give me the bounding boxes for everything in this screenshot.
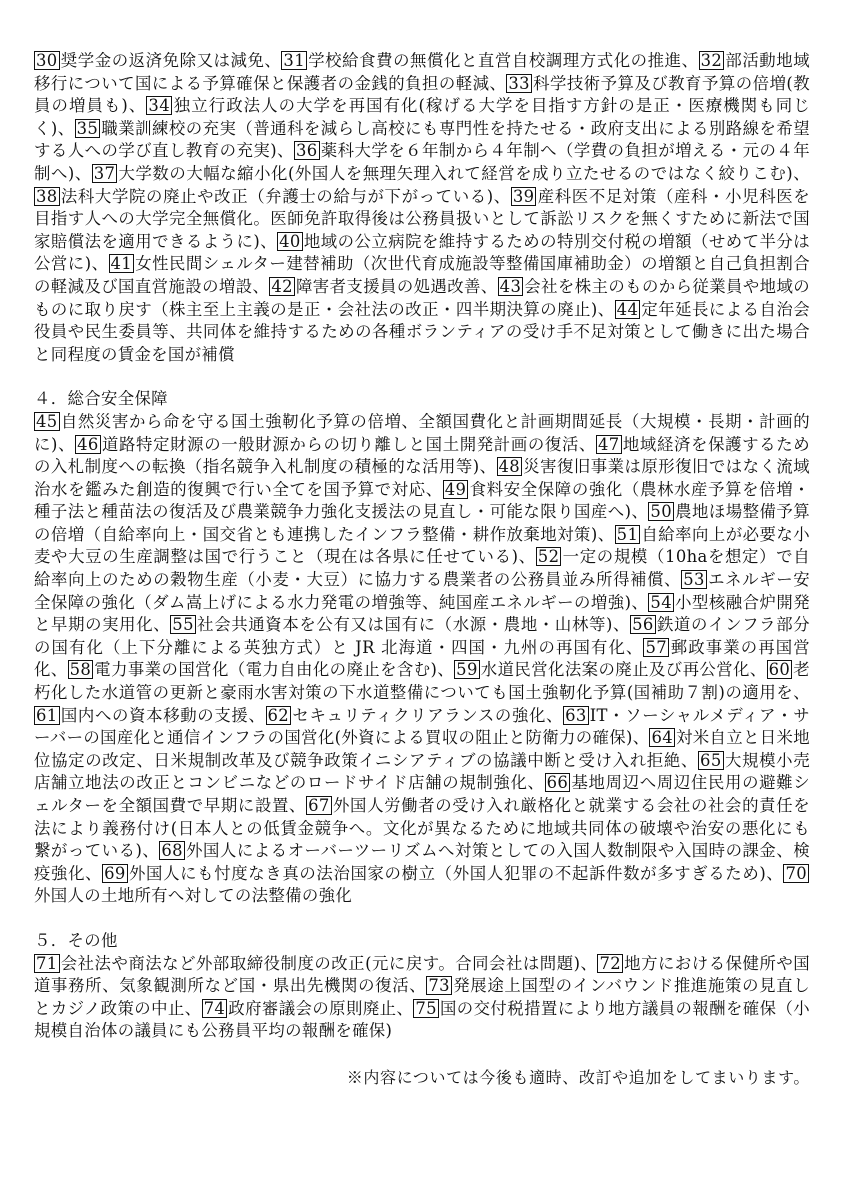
item-number-box: 61 <box>36 705 58 725</box>
item-number-box: 46 <box>77 434 99 454</box>
item-text: 小型核融合炉開発と早期の実用化、 <box>34 592 810 635</box>
item-text: エネルギー安全保障の強化（ダム嵩上げによる水力発電の増強等、純国産エネルギーの増強)、 <box>34 570 810 612</box>
item-text: 基地周辺へ周辺住民用の避難シェルターを全額国費で早期に設置、 <box>34 773 810 815</box>
item-text: 鉄道のインフラ部分の国有化（上下分離による英独方式）と JR 北海道・四国・九州の再国有化、 <box>34 615 810 657</box>
item-text: 職業訓練校の充実（普通科を減らし高校にも専門性を持たせる・政府支出による別路線を希望する人への学び直し教育の充実)、 <box>34 118 810 161</box>
item-number-box: 62 <box>267 705 290 725</box>
item-text: 水道民営化法案の廃止及び再公営化、 <box>480 660 767 680</box>
item-text: 外国人によるオーバーツーリズムへ対策としての入国人数制限や入国時の課金、検疫強化、 <box>34 841 810 883</box>
item-number-box: 65 <box>700 750 722 770</box>
item-text: 学校給食費の無償化と直営自校調理方式化の推進、 <box>307 51 699 70</box>
item-text: 部活動地域移行について国による予算確保と保護者の金銭的負担の軽減、 <box>34 51 810 93</box>
item-number-box: 73 <box>428 976 450 996</box>
item-text: 電力事業の国営化（電力自由化の廃止を含む)、 <box>94 660 455 680</box>
item-number-box: 37 <box>93 163 116 183</box>
item-number-box: 58 <box>69 660 92 680</box>
item-number-box: 52 <box>537 547 560 567</box>
item-number-box: 31 <box>283 51 305 70</box>
item-number-box: 74 <box>203 998 226 1018</box>
item-text: 食料安全保障の強化（農林水産予算を倍増・種子法と種苗法の復活及び農業競争力強化支援法の見直し・可能な限り国産へ)、 <box>34 479 810 522</box>
item-number-box: 75 <box>415 998 437 1018</box>
item-number-box: 32 <box>700 51 723 70</box>
item-text: 国内への資本移動の支援、 <box>60 705 266 725</box>
item-number-box: 48 <box>498 457 521 477</box>
section-4-paragraph <box>34 411 810 908</box>
item-text: 奨学金の返済免除又は減免、 <box>60 51 282 70</box>
item-text: 自給率向上が必要な小麦や大豆の生産調整は国で行うこと（現在は各県に任せている)、 <box>34 524 810 567</box>
item-text: 国の交付税措置により地方議員の報酬を確保（小規模自治体の議員にも公務員平均の報酬を確保) <box>34 998 811 1041</box>
item-number-box: 49 <box>444 479 467 499</box>
item-number-box: 51 <box>616 524 639 544</box>
item-number-box: 40 <box>279 231 301 251</box>
item-number-box: 70 <box>785 863 807 883</box>
item-number-box: 69 <box>104 863 126 883</box>
item-text: 大規模小売店舗立地法の改正とコンビニなどのロードサイド店舗の規制強化、 <box>34 750 810 793</box>
section-5-heading: ５．その他 <box>34 930 118 950</box>
item-text: 薬科大学を６年制から４年制へ（学費の負担が増える・元の４年制へ)、 <box>34 141 810 183</box>
item-number-box: 45 <box>36 411 58 431</box>
item-number-box: 54 <box>650 592 672 612</box>
item-number-box: 72 <box>599 953 621 973</box>
section-4-heading: ４．総合安全保障 <box>34 389 168 409</box>
item-text: 地方における保健所や国道事務所、気象観測所など国・県出先機関の復活、 <box>34 953 810 996</box>
item-text: 地域の公立病院を維持するための特別交付税の増額（せめて半分は公営に)、 <box>34 231 810 274</box>
item-number-box: 64 <box>651 728 674 748</box>
item-number-box: 47 <box>598 434 620 454</box>
item-number-box: 33 <box>508 73 530 93</box>
item-text: 会社を株主のものから従業員や地域のものに取り戻す（株主至上主義の是正・会社法の改正・四半期決算の廃止)、 <box>34 276 810 319</box>
item-number-box: 42 <box>271 276 293 296</box>
item-text: 自然災害から命を守る国土強靭化予算の倍増、全額国費化と計画期間延長（大規模・長期・計画的に)、 <box>34 411 810 454</box>
item-text: 発展途上国型のインバウンド推進施策の見直しとカジノ政策の中止、 <box>34 976 810 1018</box>
item-text: セキュリティクリアランスの強化、 <box>292 705 564 725</box>
item-number-box: 71 <box>36 953 58 973</box>
item-text: 地域経済を保護するための入札制度への転換（指名競争入札制度の積極的な活用等)、 <box>34 434 810 477</box>
item-number-box: 41 <box>110 254 133 274</box>
item-number-box: 53 <box>683 570 705 590</box>
item-text: 一定の規模（10haを想定）で自給率向上のための穀物生産（小麦・大豆）に協力する農業者の公務員並み所得補償、 <box>34 547 810 590</box>
section-5-paragraph <box>34 953 810 1043</box>
item-text: 独立行政法人の大学を再国有化(稼げる大学を目指す方針の是正・医療機関も同じく)、 <box>34 96 810 138</box>
item-text: 障害者支援員の処遇改善、 <box>295 276 498 296</box>
item-number-box: 63 <box>565 705 587 725</box>
item-text: 災害復旧事業は原形復旧ではなく流域治水を鑑みた創造的復興で行い全てを国予算で対応、 <box>34 457 810 499</box>
item-number-box: 38 <box>36 186 58 206</box>
item-text: 法科大学院の廃止や改正（弁護士の給与が下がっている)、 <box>60 186 511 206</box>
item-text: 定年延長による自治会役員や民生委員等、共同体を維持するための各種ボランティアの受け手不足対策として働きに出た場合と同程度の賃金を国が補償 <box>34 299 810 364</box>
item-number-box: 59 <box>456 660 478 680</box>
item-number-box: 30 <box>36 51 58 70</box>
item-text: 道路特定財源の一般財源からの切り離しと国土開発計画の復活、 <box>101 434 597 454</box>
item-text: 郵政事業の再国営化、 <box>34 637 810 680</box>
item-text: IT・ソーシャルメディア・サーバーの国産化と通信インフラの国営化(外資による買収の阻止と防衛力の確保)、 <box>34 705 810 748</box>
section-3-continued-paragraph <box>34 50 810 366</box>
item-text: 政府審議会の原則廃止、 <box>228 998 414 1018</box>
item-number-box: 68 <box>161 841 183 861</box>
item-text: 科学技術予算及び教育予算の倍増(教員の増員も)、 <box>34 73 810 116</box>
item-number-box: 35 <box>76 118 99 138</box>
item-number-box: 34 <box>148 96 170 116</box>
item-number-box: 57 <box>645 637 668 657</box>
item-text: 産科医不足対策（産科・小児科医を目指す人への大学完全無償化。医師免許取得後は公務員扱いとして訴訟リスクを無くすために新法で国家賠償法を適用できるように)、 <box>34 186 811 251</box>
document-page <box>34 50 811 1087</box>
item-number-box: 66 <box>546 773 569 793</box>
item-number-box: 39 <box>512 186 535 206</box>
item-text: 外国人の土地所有へ対しての法整備の強化 <box>34 886 353 906</box>
item-number-box: 60 <box>768 660 791 680</box>
item-text: 外国人労働者の受け入れ厳格化と就業する会社の社会的責任を法により義務付け(日本人との低賃金競争へ。文化が異なるために地域共同体の破壊や治安の悪化にも繋がっている)、 <box>34 796 810 861</box>
item-number-box: 55 <box>172 615 194 635</box>
item-text: 対米自立と日米地位協定の改定、日米規制改革及び競争政策イニシアティブの協議中断と受け入れ拒絶、 <box>34 728 810 770</box>
revision-note: ※内容については今後も適時、改訂や追加をしてまいります。 <box>346 1067 810 1087</box>
item-text: 大学数の大幅な縮小化(外国人を無理矢理入れて経営を成り立たせるのではなく絞りこむ)、 <box>118 163 810 183</box>
item-text: 老朽化した水道管の更新と豪雨水害対策の下水道整備についても国土強靭化予算(国補助７割)の適用を、 <box>34 660 811 703</box>
item-number-box: 36 <box>296 141 318 161</box>
item-number-box: 50 <box>650 502 672 522</box>
item-number-box: 56 <box>632 615 654 635</box>
item-text: 会社法や商法など外部取締役制度の改正(元に戻す。合同会社は問題)、 <box>60 953 598 973</box>
item-text: 農地ほ場整備予算の倍増（自給率向上・国交省とも連携したインフラ整備・耕作放棄地対策)、 <box>34 502 810 544</box>
item-text: 社会共通資本を公有又は国有に（水源・農地・山林等)、 <box>196 615 631 635</box>
item-text: 外国人にも忖度なき真の法治国家の樹立（外国人犯罪の不起訴件数が多すぎるため)、 <box>128 863 784 883</box>
item-number-box: 43 <box>499 276 522 296</box>
item-text: 女性民間シェルター建替補助（次世代育成施設等整備国庫補助金）の増額と自己負担割合の軽減及び国直営施設の増設、 <box>34 254 810 296</box>
item-number-box: 44 <box>616 299 639 319</box>
item-number-box: 67 <box>308 796 330 815</box>
